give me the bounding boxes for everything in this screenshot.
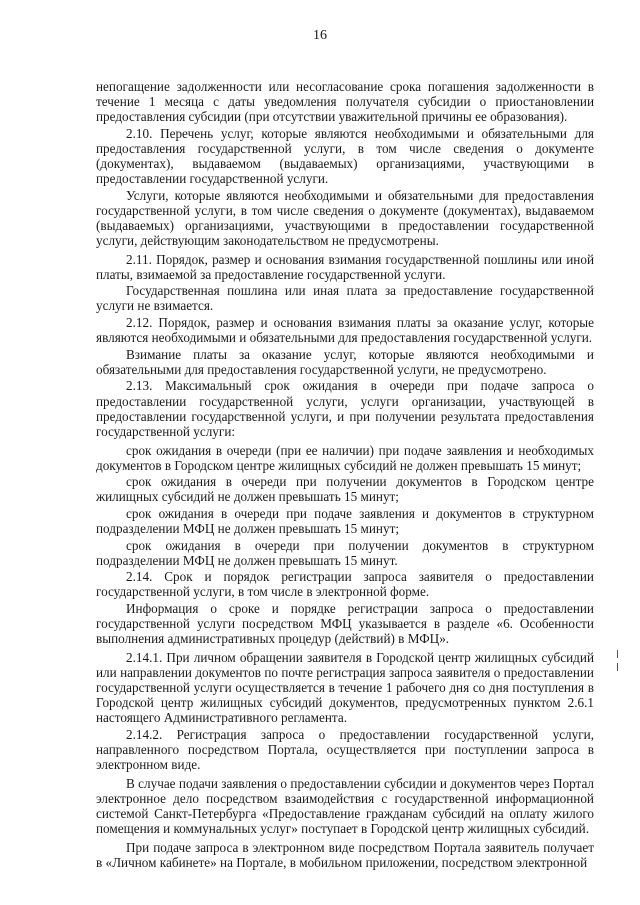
paragraph: непогащение задолженности или несогласование срока погашения задолженности в течение 1 месяца с даты уведомления получателя субсидии о приостановлении предоставления субсидии (при отсутствии уважительной причины ее образования).	[96, 79, 594, 125]
section-2-14-2: 2.14.2. Регистрация запроса о предоставлении государственной услуги, направленного посредством Портала, осуществляется при поступлении запроса в электронном виде.	[96, 727, 594, 773]
list-item: срок ожидания в очереди при получении документов в Городском центре жилищных субсидий не должен превышать 15 минут;	[96, 474, 594, 505]
document-body	[96, 79, 594, 872]
paragraph: Государственная пошлина или иная плата за предоставление государственной услуги не взимается.	[96, 283, 594, 314]
scan-margin-mark	[617, 663, 618, 671]
section-heading-2-14: 2.14. Срок и порядок регистрации запроса заявителя о предоставлении государственной услуги, в том числе в электронной форме.	[96, 569, 594, 600]
scan-margin-mark	[617, 650, 618, 658]
section-2-14-1: 2.14.1. При личном обращении заявителя в Городской центр жилищных субсидий или направлении документов по почте регистрация запроса заявителя о предоставлении государственной услуги осуществляется в течение 1 рабочего дня со дня поступления в Городской центр жилищных субсидий документов, предусмотренных пунктом 2.6.1 настоящего Административного регламента.	[96, 650, 594, 726]
paragraph: Взимание платы за оказание услуг, которые являются необходимыми и обязательными для предоставления государственной услуги, не предусмотрено.	[96, 346, 594, 377]
section-heading-2-11: 2.11. Порядок, размер и основания взимания государственной пошлины или иной платы, взимаемой за предоставление государственной услуги.	[96, 251, 594, 282]
list-item: срок ожидания в очереди (при ее наличии) при подаче заявления и необходимых документов в Городском центре жилищных субсидий не должен превышать 15 минут;	[96, 442, 594, 473]
section-heading-2-13: 2.13. Максимальный срок ожидания в очереди при подаче запроса о предоставлении государственной услуги, услуги организации, участвующей в предоставлении государственной услуги, и при получении результата предоставления государственной услуги:	[96, 378, 594, 439]
section-heading-2-12: 2.12. Порядок, размер и основания взимания платы за оказание услуг, которые являются необходимыми и обязательными для предоставления государственной услуги.	[96, 315, 594, 346]
list-item: срок ожидания в очереди при подаче заявления и документов в структурном подразделении МФЦ не должен превышать 15 минут;	[96, 506, 594, 537]
section-heading-2-10: 2.10. Перечень услуг, которые являются необходимыми и обязательными для предоставления государственной услуги, в том числе сведения о документе (документах), выдаваемом (выдаваемых) организациями, участвующими в предоставлении государственной услуги.	[96, 125, 594, 186]
paragraph: В случае подачи заявления о предоставлении субсидии и документов через Портал электронное дело посредством взаимодействия с государственной информационной системой Санкт-Петербурга «Предоставление гражданам субсидий на оплату жилого помещения и коммунальных услуг» поступает в Городской центр жилищных субсидий.	[96, 776, 594, 837]
paragraph: Информация о сроке и порядке регистрации запроса о предоставлении государственной услуги посредством МФЦ указывается в разделе «6. Особенности выполнения административных процедур (действий) в МФЦ».	[96, 601, 594, 647]
paragraph: При подаче запроса в электронном виде посредством Портала заявитель получает в «Личном кабинете» на Портале, в мобильном приложении, посредством электронной	[96, 840, 594, 871]
paragraph: Услуги, которые являются необходимыми и обязательными для предоставления государственной услуги, в том числе сведения о документе (документах), выдаваемом (выдаваемых) организациями, участвующими в предоставлении государственной услуги, действующим законодательством не предусмотрены.	[96, 187, 594, 248]
list-item: срок ожидания в очереди при получении документов в структурном подразделении МФЦ не должен превышать 15 минут.	[96, 537, 594, 568]
page-number: 16	[313, 28, 327, 43]
